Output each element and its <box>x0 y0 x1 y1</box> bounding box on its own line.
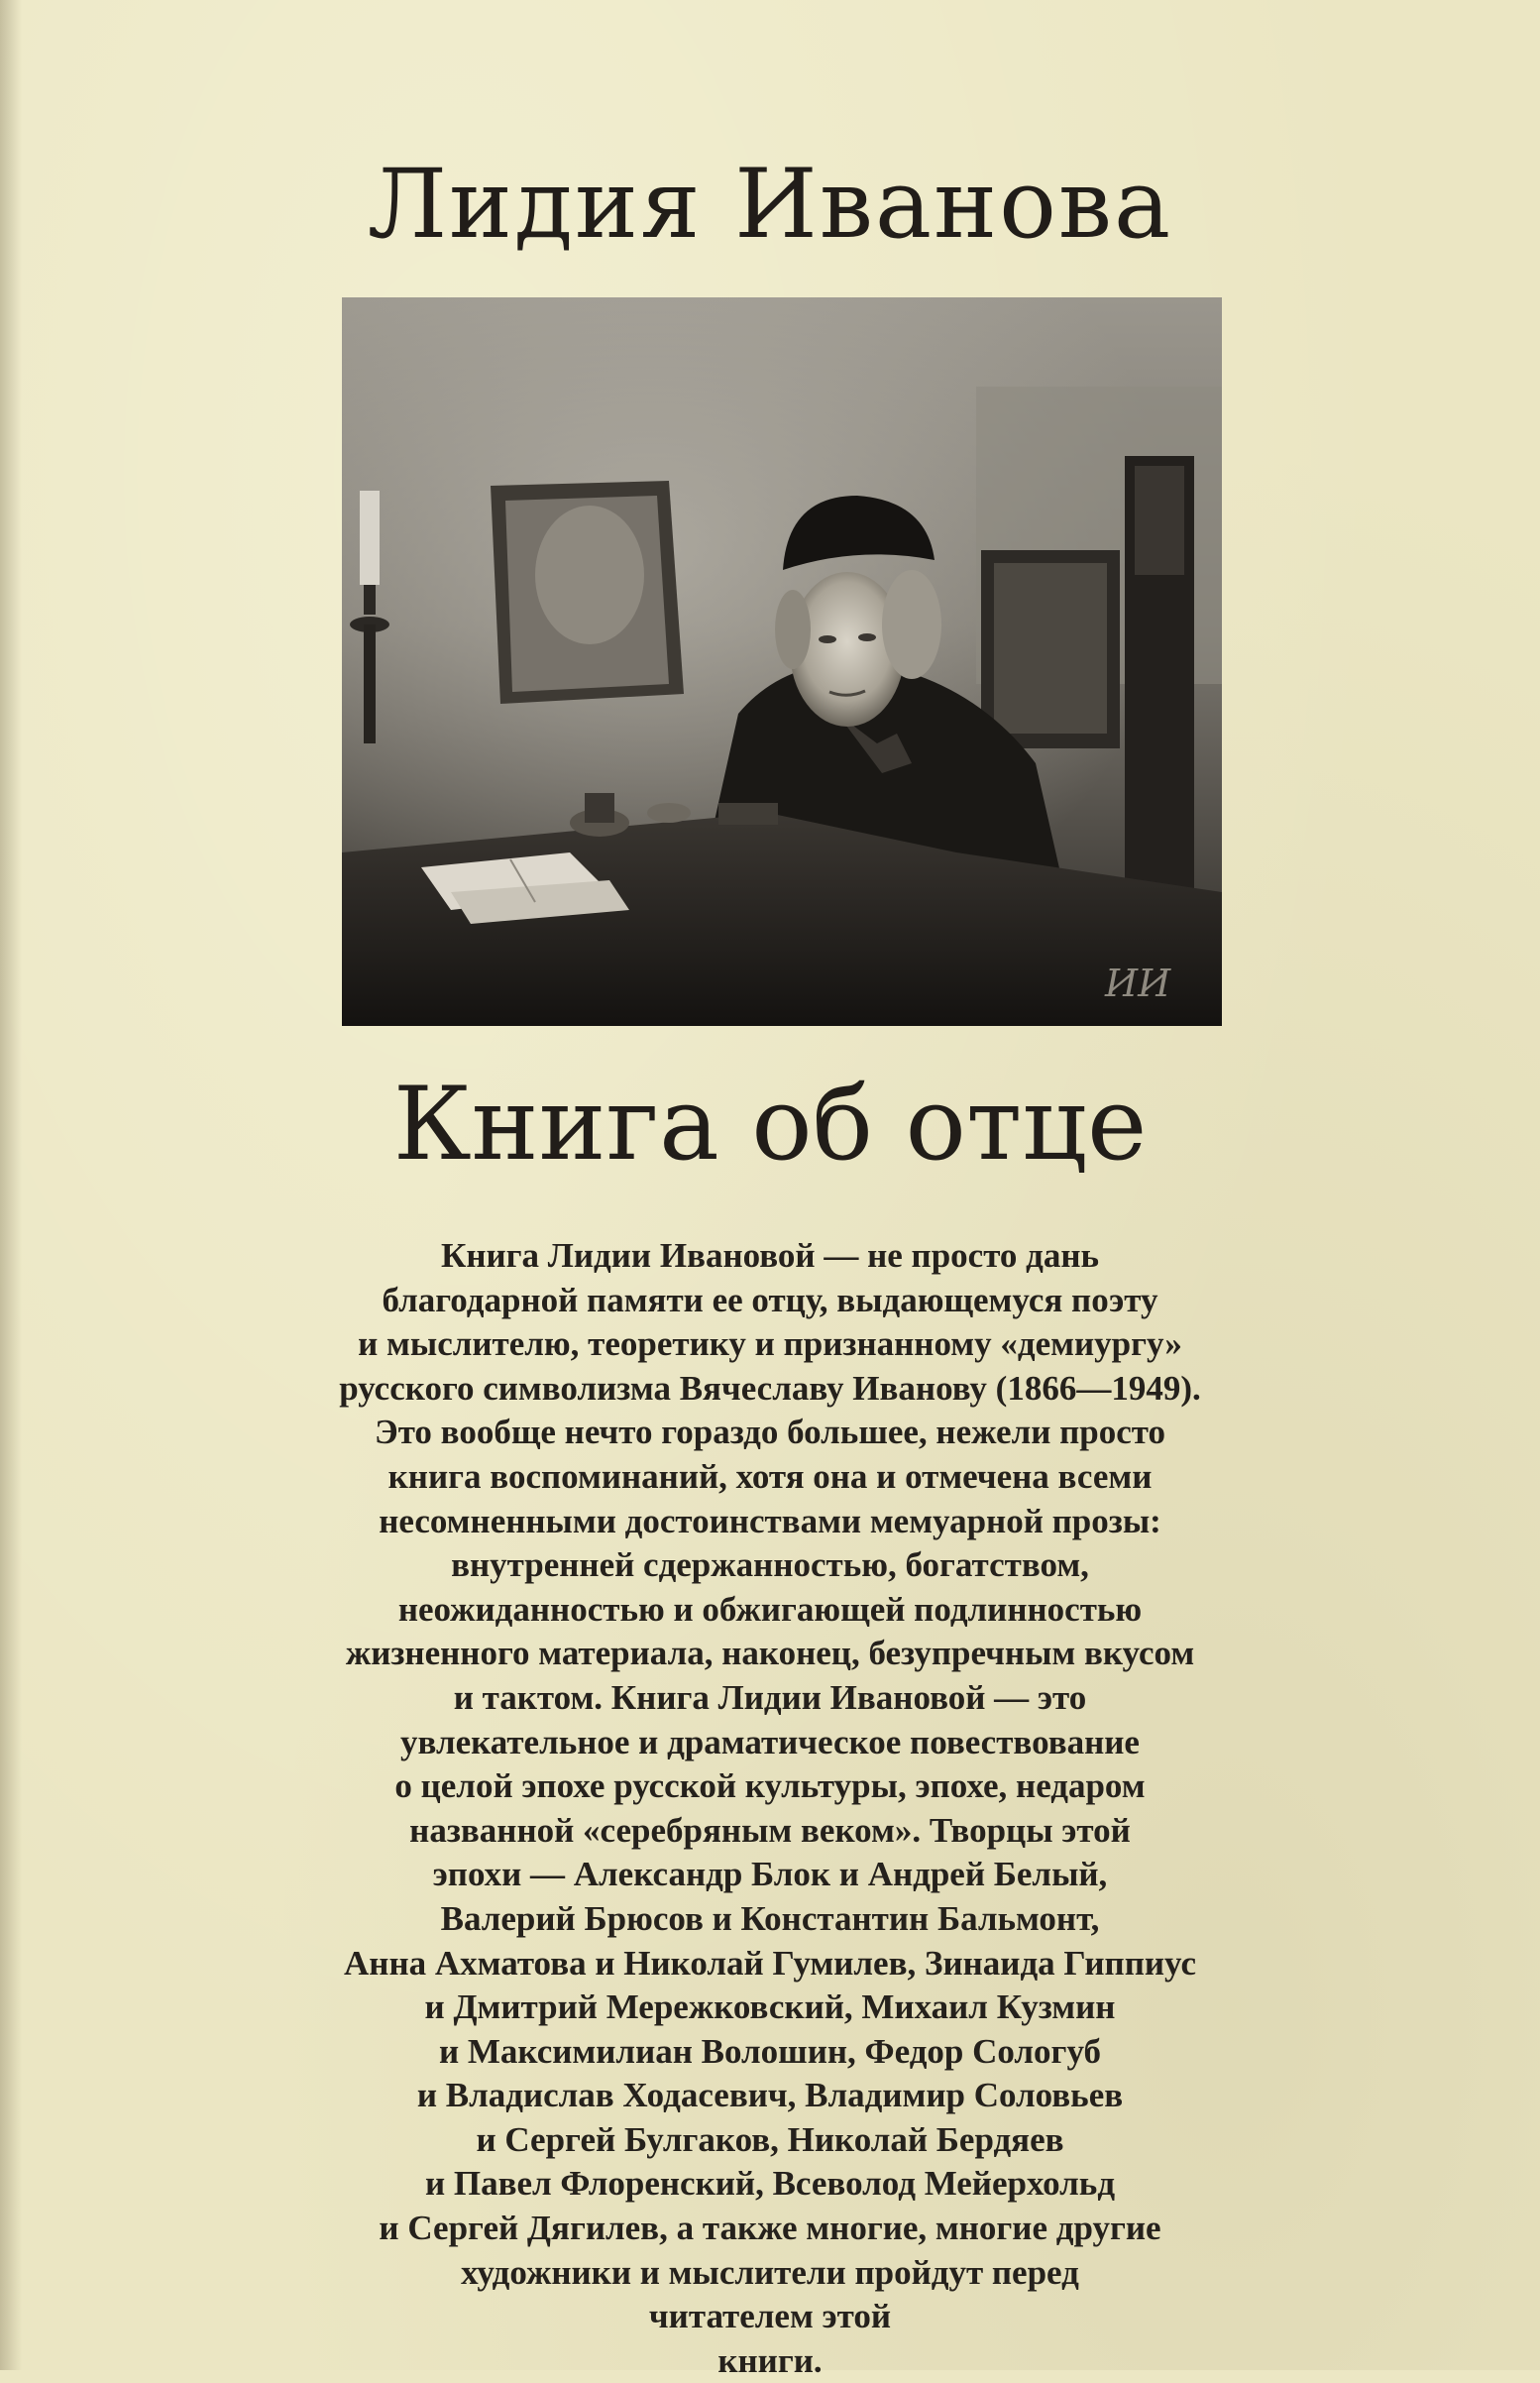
blurb-line: и мыслителю, теоретику и признанному «демиургу» <box>358 1324 1182 1364</box>
blurb-line: и Сергей Дягилев, а также многие, многие другие <box>379 2209 1161 2248</box>
blurb-line: внутренней сдержанностью, богатством, <box>451 1545 1089 1585</box>
blurb-line: и Максимилиан Волошин, Федор Сологуб <box>438 2031 1101 2071</box>
blurb-text <box>198 1234 1342 2383</box>
blurb-line: Книга Лидии Ивановой — не просто дань <box>440 1236 1100 1275</box>
blurb-line: Валерий Брюсов и Константин Бальмонт, <box>440 1898 1100 1938</box>
blurb-line: увлекательное и драматическое повествование <box>400 1722 1140 1761</box>
blurb-line: Это вообще нечто гораздо большее, нежели просто <box>374 1413 1166 1452</box>
blurb-line: жизненного материала, наконец, безупречным вкусом <box>345 1634 1195 1673</box>
blurb-line: и Дмитрий Мережковский, Михаил Кузмин <box>424 1987 1116 2027</box>
blurb-line: о целой эпохе русской культуры, эпохе, недаром <box>394 1766 1146 1806</box>
blurb-line: и тактом. Книга Лидии Ивановой — это <box>453 1677 1087 1717</box>
blurb-line: несомненными достоинствами мемуарной прозы: <box>379 1501 1161 1540</box>
blurb-line: названной «серебряным веком». Творцы этой <box>409 1810 1131 1850</box>
blurb-line: русского символизма Вячеславу Иванову (1866—1949). <box>339 1368 1201 1408</box>
blurb-line: и Сергей Булгаков, Николай Бердяев <box>476 2119 1064 2159</box>
spine-shadow <box>0 0 22 2370</box>
book-title: Книга об отце <box>392 1066 1148 1184</box>
author-father-photo <box>342 297 1222 1026</box>
blurb-line: неожиданностью и обжигающей подлинностью <box>397 1589 1143 1629</box>
blurb-line: читателем этой <box>648 2297 892 2336</box>
blurb-line: и Владислав Ходасевич, Владимир Соловьев <box>416 2076 1124 2115</box>
blurb-line: книги. <box>717 2340 823 2380</box>
blurb-line: эпохи — Александр Блок и Андрей Белый, <box>432 1855 1108 1894</box>
blurb-line: благодарной памяти ее отцу, выдающемуся поэту <box>382 1280 1158 1319</box>
blurb-line: книга воспоминаний, хотя она и отмечена всеми <box>387 1456 1153 1496</box>
photo-inscription: ИИ <box>1105 962 1171 1005</box>
author-name: Лидия Иванова <box>367 149 1173 260</box>
blurb-line: Анна Ахматова и Николай Гумилев, Зинаида Гиппиус <box>344 1943 1196 1983</box>
blurb-line: художники и мыслители пройдут перед <box>461 2252 1079 2292</box>
blurb-line: и Павел Флоренский, Всеволод Мейерхольд <box>424 2164 1116 2204</box>
photo-image <box>342 297 1222 1026</box>
